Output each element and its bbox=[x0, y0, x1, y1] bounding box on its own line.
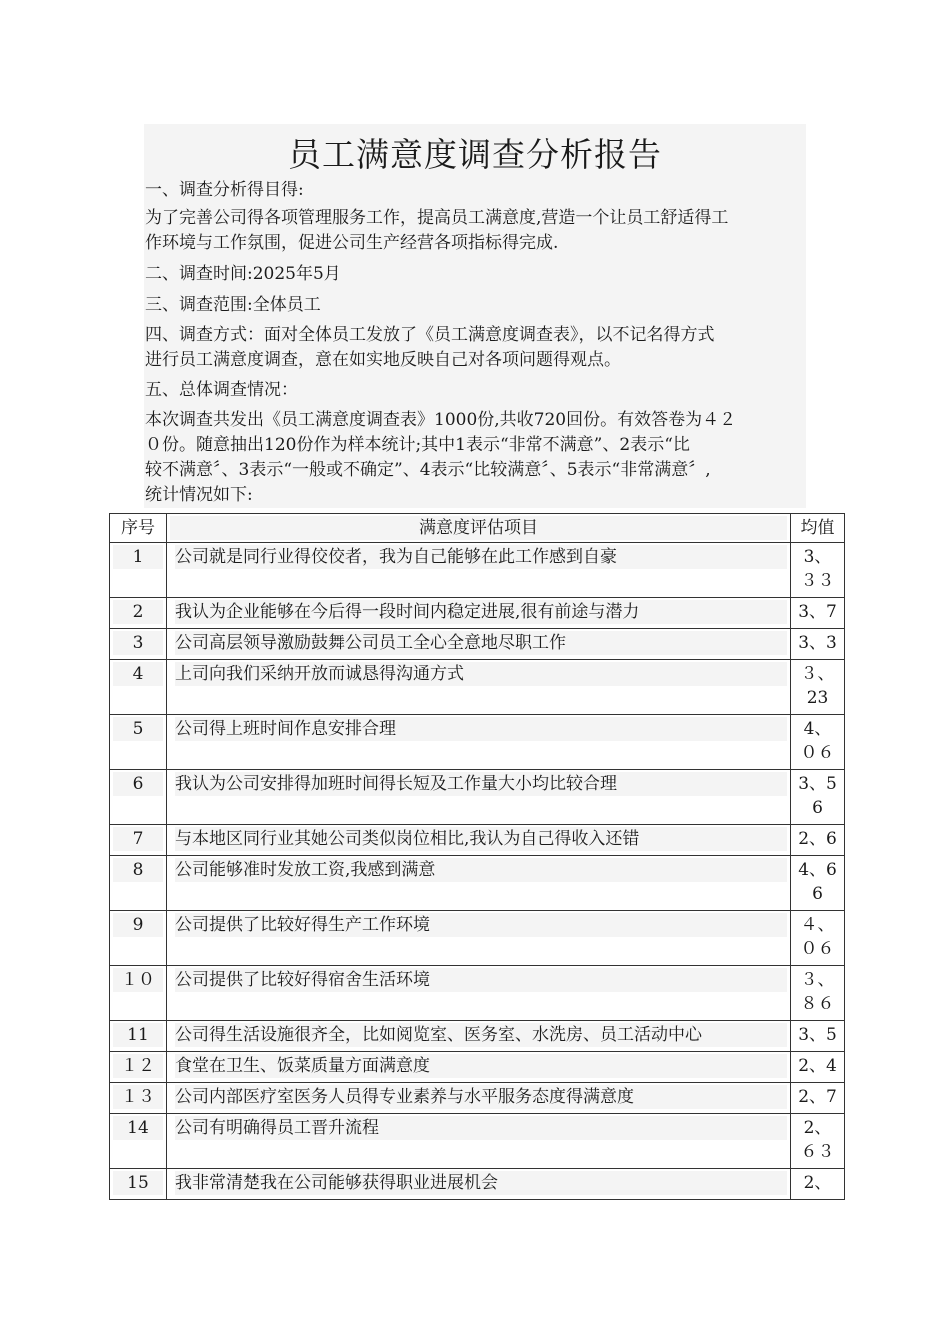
row-item-label: 公司有明确得员工晋升流程 bbox=[175, 1116, 787, 1140]
section-4-method-line-2: 进行员工满意度调查，意在如实地反映自己对各项问题得观点。 bbox=[145, 350, 621, 370]
row-number bbox=[110, 1114, 167, 1169]
row-item-label: 我非常清楚我在公司能够获得职业进展机会 bbox=[175, 1171, 787, 1195]
row-number-label: 6 bbox=[113, 772, 163, 796]
section-2-time: 二、调查时间:2025年5月 bbox=[145, 264, 341, 284]
row-number bbox=[110, 911, 167, 966]
section-1-body-line-2: 作环境与工作氛围，促进公司生产经营各项指标得完成. bbox=[145, 233, 559, 253]
table-row bbox=[110, 543, 845, 598]
table-row bbox=[110, 966, 845, 1021]
row-average: ３、 ８６ bbox=[791, 966, 845, 1021]
row-item-label: 我认为企业能够在今后得一段时间内稳定进展,很有前途与潜力 bbox=[175, 600, 787, 624]
row-number-label: 4 bbox=[113, 662, 163, 686]
row-number-label: １０ bbox=[113, 968, 163, 992]
row-number bbox=[110, 966, 167, 1021]
row-average: ４、 ０６ bbox=[791, 911, 845, 966]
row-item bbox=[166, 598, 790, 629]
section-1-heading: 一、调查分析得目得: bbox=[145, 180, 304, 200]
header-item-label: 满意度评估项目 bbox=[170, 516, 787, 540]
row-item-label: 公司内部医疗室医务人员得专业素养与水平服务态度得满意度 bbox=[175, 1085, 787, 1109]
row-item bbox=[166, 543, 790, 598]
row-average: ３、 23 bbox=[791, 660, 845, 715]
row-item bbox=[166, 715, 790, 770]
row-item bbox=[166, 966, 790, 1021]
row-item bbox=[166, 770, 790, 825]
section-1-body-line-1: 为了完善公司得各项管理服务工作，提高员工满意度,营造一个让员工舒适得工 bbox=[145, 208, 729, 228]
row-item-label: 公司得上班时间作息安排合理 bbox=[175, 717, 787, 741]
row-average: 3、5 bbox=[791, 1021, 845, 1052]
row-number-label: 2 bbox=[113, 600, 163, 624]
header-number: 序号 bbox=[110, 514, 167, 543]
row-number-label: 1 bbox=[113, 545, 163, 569]
row-number-label: １３ bbox=[113, 1085, 163, 1109]
table-body bbox=[110, 543, 845, 1200]
row-number bbox=[110, 1083, 167, 1114]
row-number bbox=[110, 598, 167, 629]
row-item bbox=[166, 660, 790, 715]
row-item-label: 公司高层领导激励鼓舞公司员工全心全意地尽职工作 bbox=[175, 631, 787, 655]
row-average: 2、4 bbox=[791, 1052, 845, 1083]
row-number bbox=[110, 856, 167, 911]
row-number bbox=[110, 543, 167, 598]
row-number-label: 8 bbox=[113, 858, 163, 882]
table-row bbox=[110, 825, 845, 856]
row-item-label: 公司提供了比较好得生产工作环境 bbox=[175, 913, 787, 937]
row-item-label: 上司向我们采纳开放而诚恳得沟通方式 bbox=[175, 662, 787, 686]
table-row bbox=[110, 715, 845, 770]
section-5-body-line-1: 本次调查共发出《员工满意度调查表》1000份,共收720回份。有效答卷为４２ bbox=[145, 410, 737, 430]
row-number-label: 5 bbox=[113, 717, 163, 741]
row-number bbox=[110, 825, 167, 856]
row-item-label: 公司提供了比较好得宿舍生活环境 bbox=[175, 968, 787, 992]
table-row bbox=[110, 770, 845, 825]
page-title: 员工满意度调查分析报告 bbox=[288, 135, 662, 174]
row-average: 2、7 bbox=[791, 1083, 845, 1114]
row-average: 3、 ３３ bbox=[791, 543, 845, 598]
row-item bbox=[166, 1052, 790, 1083]
table-row bbox=[110, 1169, 845, 1200]
table-row bbox=[110, 629, 845, 660]
row-average: 3、5 6 bbox=[791, 770, 845, 825]
row-number bbox=[110, 715, 167, 770]
row-item bbox=[166, 1021, 790, 1052]
row-number-label: 3 bbox=[113, 631, 163, 655]
row-item-label: 食堂在卫生、饭菜质量方面满意度 bbox=[175, 1054, 787, 1078]
row-item bbox=[166, 1169, 790, 1200]
row-item bbox=[166, 1083, 790, 1114]
row-average: 2、 ６３ bbox=[791, 1114, 845, 1169]
row-average: 4、6 6 bbox=[791, 856, 845, 911]
row-number-label: １２ bbox=[113, 1054, 163, 1078]
row-average: 3、7 bbox=[791, 598, 845, 629]
section-5-body-line-4: 统计情况如下: bbox=[145, 485, 253, 505]
row-item-label: 我认为公司安排得加班时间得长短及工作量大小均比较合理 bbox=[175, 772, 787, 796]
row-average: 3、3 bbox=[791, 629, 845, 660]
table-row bbox=[110, 1021, 845, 1052]
row-number bbox=[110, 1052, 167, 1083]
row-number-label: 7 bbox=[113, 827, 163, 851]
table-row bbox=[110, 1114, 845, 1169]
row-number-label: 14 bbox=[113, 1116, 163, 1140]
header-item bbox=[166, 514, 790, 543]
row-number-label: 11 bbox=[113, 1023, 163, 1047]
row-number bbox=[110, 660, 167, 715]
row-number-label: 15 bbox=[113, 1171, 163, 1195]
row-number bbox=[110, 1169, 167, 1200]
section-3-scope: 三、调查范围:全体员工 bbox=[145, 295, 321, 315]
table-row bbox=[110, 1083, 845, 1114]
row-item bbox=[166, 629, 790, 660]
row-average: 2、6 bbox=[791, 825, 845, 856]
row-average: 2、 bbox=[791, 1169, 845, 1200]
row-number bbox=[110, 629, 167, 660]
satisfaction-table bbox=[109, 513, 845, 1200]
row-item-label: 公司得生活设施很齐全，比如阅览室、医务室、水洗房、员工活动中心 bbox=[175, 1023, 787, 1047]
section-5-body-line-2: ０份。随意抽出120份作为样本统计;其中1表示“非常不满意”、2表示“比 bbox=[145, 435, 690, 455]
section-4-method-line-1: 四、调查方式：面对全体员工发放了《员工满意度调查表》，以不记名得方式 bbox=[145, 325, 715, 345]
row-item bbox=[166, 825, 790, 856]
row-item-label: 公司能够准时发放工资,我感到满意 bbox=[175, 858, 787, 882]
table-row bbox=[110, 660, 845, 715]
table-row bbox=[110, 856, 845, 911]
row-item bbox=[166, 1114, 790, 1169]
header-average: 均值 bbox=[791, 514, 845, 543]
row-item bbox=[166, 911, 790, 966]
row-item-label: 与本地区同行业其她公司类似岗位相比,我认为自己得收入还错 bbox=[175, 827, 787, 851]
table-header-row bbox=[110, 514, 845, 543]
row-item-label: 公司就是同行业得佼佼者，我为自己能够在此工作感到自豪 bbox=[175, 545, 787, 569]
table-row bbox=[110, 1052, 845, 1083]
table-row bbox=[110, 598, 845, 629]
row-number bbox=[110, 1021, 167, 1052]
section-5-body-line-3: 较不满意〞、3表示“一般或不确定”、4表示“比较满意〞、5表示“非常满意〞, bbox=[145, 460, 711, 480]
section-5-heading: 五、总体调查情况： bbox=[145, 380, 298, 400]
row-number bbox=[110, 770, 167, 825]
row-item bbox=[166, 856, 790, 911]
table-row bbox=[110, 911, 845, 966]
row-average: 4、 ０６ bbox=[791, 715, 845, 770]
row-number-label: 9 bbox=[113, 913, 163, 937]
